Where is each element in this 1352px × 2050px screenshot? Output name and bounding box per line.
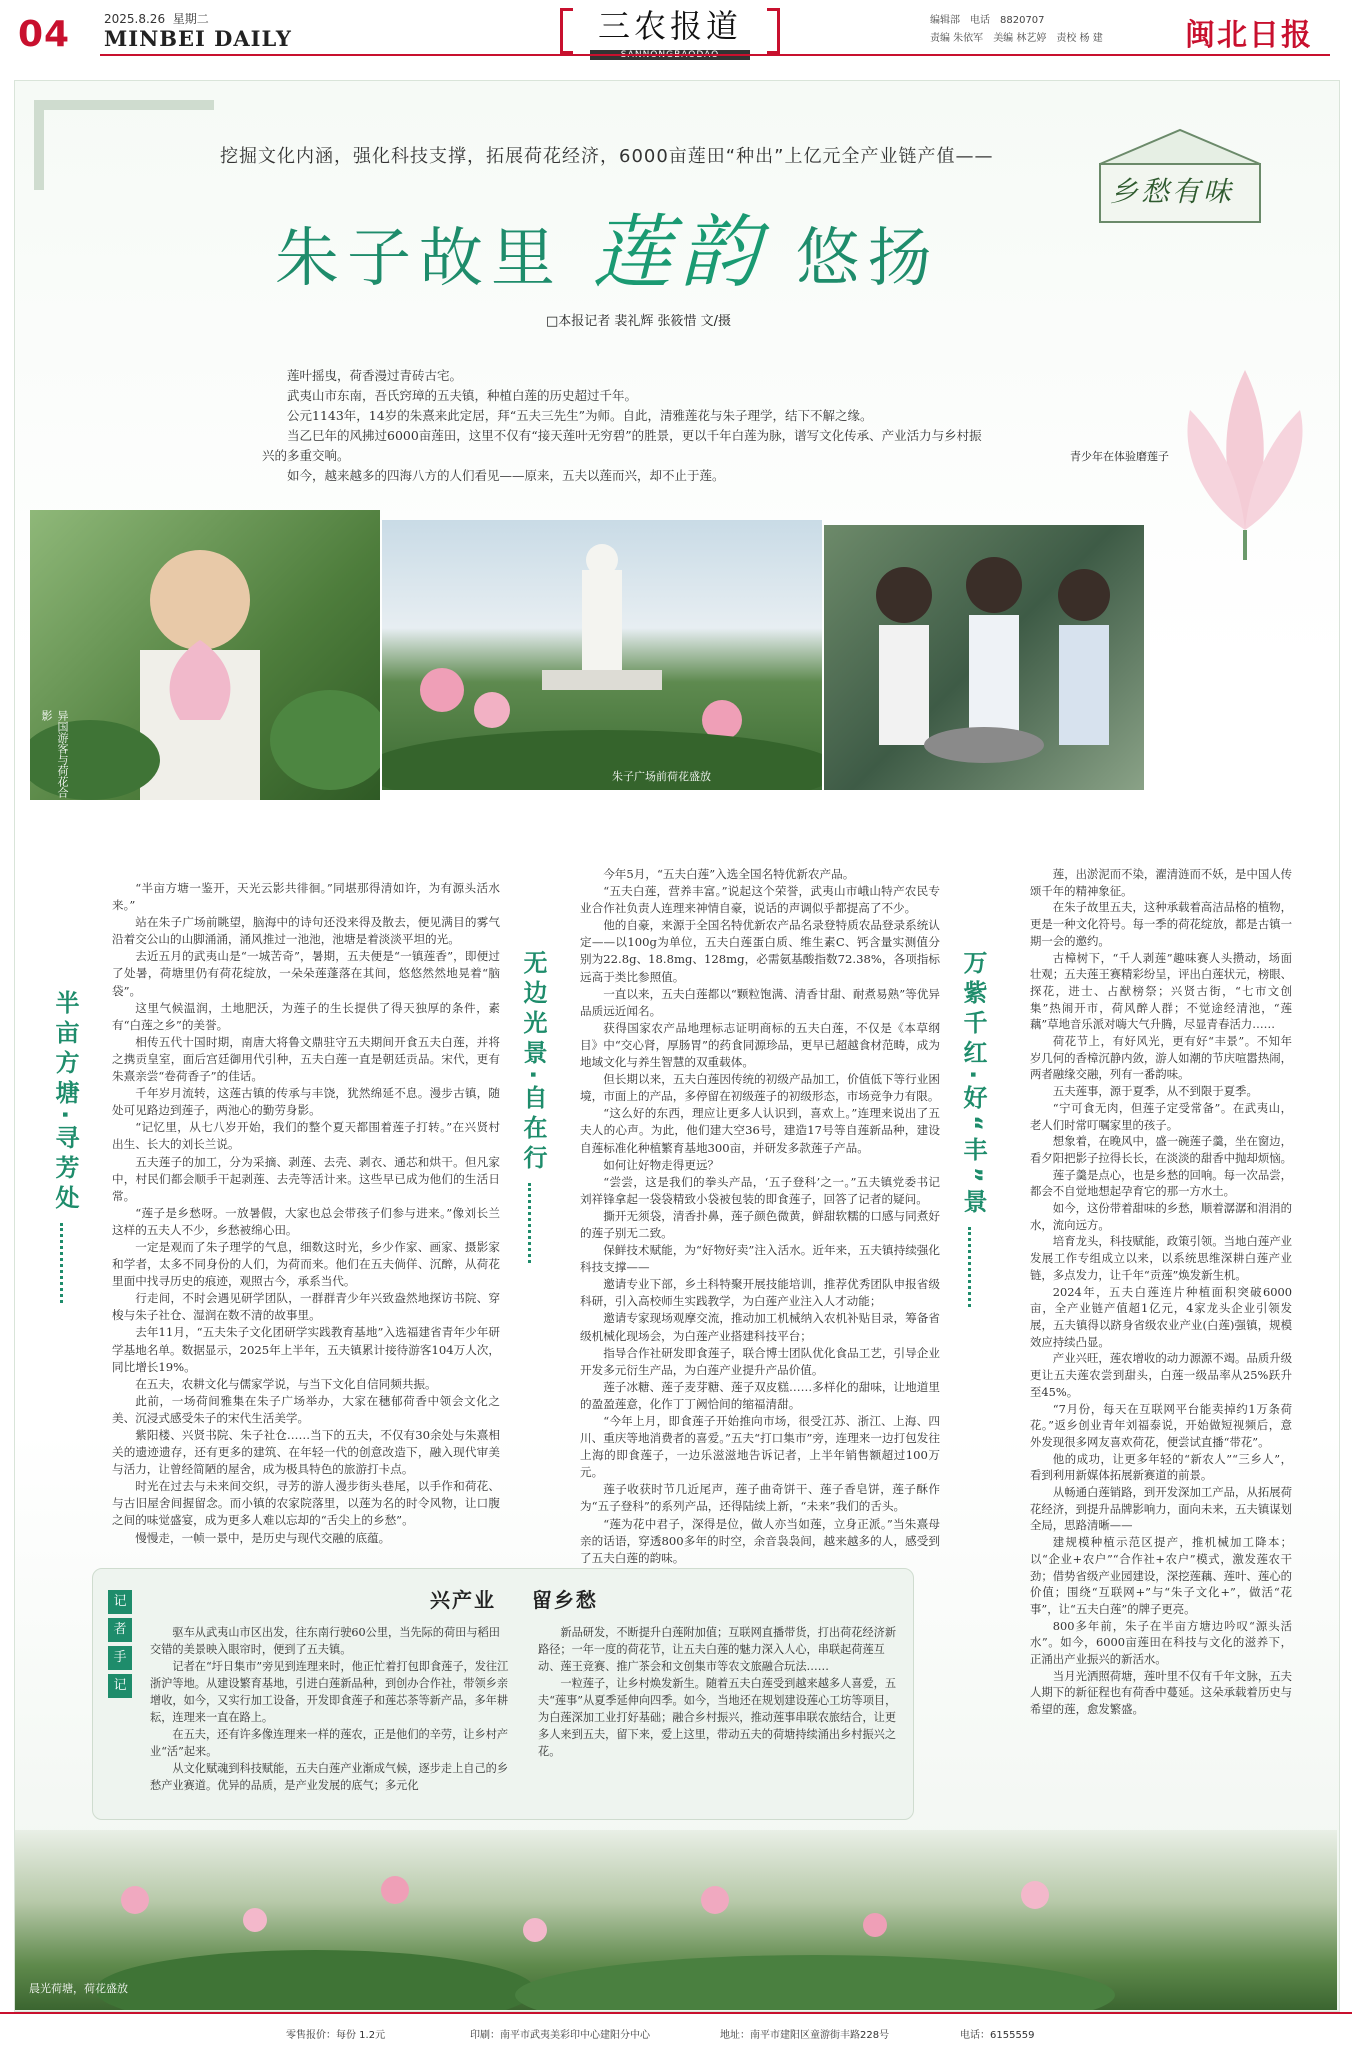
header-rule <box>100 54 1330 56</box>
paragraph: “这么好的东西，理应让更多人认识到，喜欢上。”连理来说出了五夫人的心声。为此，他们建大空36号，建造17号等自莲新品种，建设自莲标准化种植繁育基地300亩，并研发多款莲子产品。 <box>580 1106 940 1155</box>
paragraph: 慢慢走，一帧一景中，是历史与现代交融的底蕴。 <box>135 1530 391 1545</box>
box-title <box>430 1584 598 1613</box>
paragraph: 在五夫，还有许多像连理来一样的莲农，正是他们的辛劳，让乡村产业“活”起来。 <box>150 1728 509 1758</box>
paragraph: “尝尝，这是我们的拳头产品，‘五子登科’之一。”五夫镇党委书记刘祥锋拿起一袋袋精致小袋被包装的即食莲子，回答了记者的疑问。 <box>580 1174 940 1206</box>
paragraph: 一直以来，五夫白莲都以“颗粒饱满、清香甘甜、耐煮易熟”等优异品质远近闻名。 <box>580 986 940 1018</box>
phone-number: 8820707 <box>1000 15 1045 26</box>
page-header <box>0 0 1352 78</box>
proofreader: 责校 杨 建 <box>1056 33 1103 44</box>
paragraph: 如今，这份带着甜味的乡愁，顺着潺潺和涓涓的水，流向远方。 <box>1030 1201 1293 1232</box>
tag-char: 记 <box>108 1674 132 1698</box>
section2-title: 无边光景·自在行 <box>519 950 547 1176</box>
section3-dots <box>968 1227 974 1307</box>
paragraph: “今年上月，即食莲子开始推向市场，很受江苏、浙江、上海、四川、重庆等地消费者的喜爱。”五夫“打口集市”旁，连理来一边打包发往上海的即食莲子，一边乐滋滋地告诉记者，上半年销售额超过100万元。 <box>580 1414 940 1480</box>
paper-name: MINBEI DAILY <box>104 26 292 51</box>
box-title-left: 兴产业 <box>430 1588 496 1612</box>
lotus-photo-icon <box>30 510 380 800</box>
section-banner <box>560 6 780 50</box>
paragraph: “莲子是乡愁呀。一放暑假，大家也总会带孩子们参与进来。”像刘长兰这样的五夫人不少，乡愁被绵心田。 <box>112 1205 500 1237</box>
photo2-caption: 朱子广场前荷花盛放 <box>612 770 711 783</box>
paragraph: 去年11月，“五夫朱子文化团研学实践教育基地”入选福建省青年少年研学基地名单。数据显示，2025年上半年，五夫镇累计接待游客104万人次，同比增长19%。 <box>112 1325 500 1374</box>
paragraph: 从文化赋魂到科技赋能，五夫白莲产业渐成气候，逐步走上自己的乡愁产业赛道。优异的品质，是产业发展的底气；多元化 <box>150 1762 509 1792</box>
intro-text <box>262 366 992 486</box>
paragraph: 此前，一场荷间雅集在朱子广场举办，大家在穗郁荷香中领会文化之美、沉浸式感受朱子的宋代生活美学。 <box>112 1393 500 1425</box>
paragraph: 一粒莲子，让乡村焕发新生。随着五夫白莲受到越来越多人喜爱，五夫“莲事”从夏季延伸向四季。如今，当地还在规划建设莲心工坊等项目，为白莲深加工业打好基础；融合乡村振兴，推动莲事串联农旅结合，让更多人来到五夫，留下来，爱上这里，带动五夫的荷塘持续涌出乡村振兴之花。 <box>538 1677 897 1758</box>
paragraph: 莲子冰糖、莲子麦芽糖、莲子双皮糕……多样化的甜味，让地道里的盈盈莲意，化作丁丁阙恰间的缩福清甜。 <box>580 1379 940 1411</box>
paragraph: 在朱子故里五夫，这种承载着高洁品格的植物，更是一种文化符号。每一季的荷花绽放，都是古镇一期一会的邀约。 <box>1030 900 1293 948</box>
section-title: 三农报道 <box>597 7 742 45</box>
paragraph: 莲子收获时节几近尾声，莲子曲奇饼干、莲子香皂饼，莲子酥作为“五子登科”的系列产品，还得陆续上新，“未来”我们的舌头。 <box>580 1482 940 1514</box>
paragraph: 他的自豪，来源于全国名特优新农产品名录登特质农品登录系统认定——以100g为单位，五夫白莲蛋白质、维生素C、钙含量实测值分别为22.8g、18.8mg、128mg，必需氨基酸指数72.38%，各项指标远高于类比参照值。 <box>580 918 940 984</box>
paragraph: “宁可食无肉，但莲子定受常备”。在武夷山，老人们时常叮嘱家里的孩子。 <box>1030 1100 1292 1132</box>
foot-photo-caption: 晨光荷塘，荷花盛放 <box>29 1982 128 1995</box>
statue-photo-icon <box>382 520 822 790</box>
paragraph: 邀请专业下部，乡土科特聚开展技能培训，推荐优秀团队申报省级科研，引入高校师生实践教学，为白莲产业注入人才动能； <box>580 1277 940 1309</box>
paragraph: 从畅通白莲销路，到开发深加工产品，从拓展荷花经济，到提升品牌影响力，面向未来，五夫镇谋划全局，思路清晰—— <box>1030 1485 1293 1533</box>
paragraph: “半亩方塘一鉴开，天光云影共徘徊。”同堪那得清如许，为有源头活水来。” <box>112 881 500 913</box>
bracket-right <box>767 8 780 54</box>
paragraph: “莲为花中君子，深得是位，做人亦当如莲，立身正派。”当朱熹母亲的话语，穿透800多年的时空，余音袅袅间，越来越多的人，感受到了五夫白莲的韵味。 <box>580 1516 940 1565</box>
intro-paragraph: 如今，越来越多的四海八方的人们看见——原来，五夫以莲而兴，却不止于莲。 <box>287 468 725 483</box>
page-footer <box>0 2012 1352 2050</box>
footer-price: 零售报价：每份 1.2元 <box>286 2030 386 2041</box>
tag-char: 记 <box>108 1590 132 1614</box>
staff-info <box>930 12 1113 48</box>
masthead-logo: 闽北日报 <box>1185 18 1313 53</box>
paragraph: 莲，出淤泥而不染，濯清涟而不妖，是中国人传颂千年的精神象征。 <box>1030 867 1293 898</box>
title-part-3: 悠扬 <box>795 222 940 296</box>
paragraph: 指导合作社研发即食莲子，联合博士团队优化食品工艺，引导企业开发多元衍生产品，为白莲产业提升产品价值。 <box>580 1345 940 1377</box>
paragraph: 千年岁月流转，这莲古镇的传承与丰饶，犹然绵延不息。漫步古镇，随处可见路边到莲子，两池心的勤劳身影。 <box>112 1086 500 1118</box>
page-number: 04 <box>18 14 71 55</box>
reporter-note-tag <box>108 1590 136 1702</box>
paragraph: 荷花节上，有好风光，更有好“丰景”。不知年岁几何的香樟沉静内敛，游人如潮的节庆喧嚣热闹，两者融缘交融，列有一番韵味。 <box>1030 1034 1292 1082</box>
paragraph: 产业兴旺，莲农增收的动力源源不竭。品质升级更让五夫莲农尝到甜头，白莲一级品率从25%跃升至45%。 <box>1030 1351 1293 1399</box>
photo-band <box>20 505 1320 815</box>
paragraph: 相传五代十国时期，南唐大将鲁文鼎驻守五夫期间开食五夫白莲，并将之携贡皇室，面后宫廷御用代引种，五夫白莲一直是朝廷贡品。宋代，更有朱熹亲尝“卷荷香子”的佳话。 <box>112 1034 500 1084</box>
intro-paragraph: 武夷山市东南，吾氏窍璋的五夫镇，种植白莲的历史超过千年。 <box>287 388 638 403</box>
phone-label: 电话 <box>970 15 990 26</box>
paragraph: 想象着，在晚风中，盛一碗莲子羹，坐在窗边，看夕阳把影子拉得长长，在淡淡的甜香中抛却烦恼。 <box>1030 1134 1293 1165</box>
photo-zhuxi-statue <box>382 520 822 790</box>
byline: □本报记者 裴礼辉 张筱惜 文/摄 <box>546 314 732 329</box>
section2-dots <box>528 1183 534 1263</box>
paragraph: 2024年，五夫白莲连片种植面积突破6000亩，全产业链产值超1亿元，4家龙头企业引领发展，五夫镇得以跻身省级农业产业(白莲)强镇，规模效应持续凸显。 <box>1030 1284 1292 1349</box>
paragraph: 建规模种植示范区提产，推机械加工降本；以“企业+农户”“合作社+农户”模式，激发莲农干劲；借势省级产业园建设，深挖莲藕、莲叶、莲心的价值；围绕“互联网+”与“朱子文化+”，做活“花事”，让“五夫白莲”的牌子更亮。 <box>1030 1535 1292 1616</box>
paragraph: “7月份，每天在互联网平台能卖掉约1万条荷花。”返乡创业青年刘福泰说，开始做短视频后，意外发现很多网友喜欢荷花，便尝试直播“带花”。 <box>1030 1401 1292 1449</box>
column-3 <box>1030 866 1292 1718</box>
paragraph: 但长期以来，五夫白莲因传统的初级产品加工，价值低下等行业困境，市面上的产品，多停留在初级莲子的初级形态，市场竞争力有限。 <box>580 1072 940 1104</box>
bracket-left <box>560 8 573 54</box>
intro-paragraph: 莲叶摇曳，荷香漫过青砖古宅。 <box>287 368 463 383</box>
paragraph: 五夫莲事，源于夏季，从不到限于夏季。 <box>1052 1084 1258 1099</box>
article-title <box>275 188 940 303</box>
badge-xiangchou <box>1090 124 1270 228</box>
badge-text: 乡愁有味 <box>1110 175 1235 208</box>
paragraph: 今年5月，“五夫白莲”入选全国名特优新农产品。 <box>603 867 855 881</box>
paragraph: 驱车从武夷山市区出发，往东南行驶60公里，当先际的荷田与稻田交错的美景映入眼帘时，便到了五夫镇。 <box>150 1626 500 1656</box>
date-text: 2025.8.26 <box>104 12 166 26</box>
responsible-editor: 责编 朱依军 <box>930 33 984 44</box>
box-column-left <box>150 1624 510 1794</box>
paragraph: 记者在“圩日集市”旁见到连理来时，他正忙着打包即食莲子，发往江浙沪等地。从建设繁育基地，引进白莲新品种，到创办合作社，带领乡亲增收，如今，又实行加工设备，开发即食莲子和莲芯茶等新产品，多年耕耘，连理来一直在路上。 <box>150 1660 509 1724</box>
paragraph: 时光在过去与未来间交织，寻芳的游人漫步街头巷尾，以手作和荷花、与古旧屋舍间握留念。而小镇的农家院落里，以莲为名的时令风物，让口腹之间的味觉盛宴，成为更多人难以忘却的“舌尖上的乡愁”。 <box>112 1479 500 1528</box>
title-part-2: 莲韵 <box>591 206 768 299</box>
paragraph: 获得国家农产品地理标志证明商标的五夫白莲，不仅是《本草纲目》中“交心肾，厚肠胃”的药食同源珍品，更早已超越食材范畴，成为地域文化与养生智慧的双重载体。 <box>580 1020 940 1070</box>
intro-paragraph: 公元1143年，14岁的朱熹来此定居，拜“五夫三先生”为师。自此，清雅莲花与朱子理学，结下不解之缘。 <box>287 408 873 423</box>
footer-phone: 电话：6155559 <box>960 2030 1035 2041</box>
box-column-right <box>538 1624 898 1760</box>
box-title-right: 留乡愁 <box>531 1588 598 1612</box>
tag-char: 者 <box>108 1618 132 1642</box>
paragraph: 紫阳楼、兴贤书院、朱子社仓……当下的五夫，不仅有30余处与朱熹相关的遗迹遗存，还有更多的建筑、在年轻一代的创意改造下，融入现代审美与活力，让曾经简陋的屋舍，成为极具特色的旅游打卡点。 <box>112 1428 500 1477</box>
paragraph: 一定是观而了朱子理学的气息，细数这时光，乡少作家、画家、摄影家和学者，太多不同身份的人们，为荷而来。他们在五夫倘佯、沉醉，从荷花里面中找寻历史的痕迹，观照古今，承系当代。 <box>112 1239 500 1289</box>
photo-lotus-pond <box>15 1830 1337 2010</box>
lotus-pond-icon <box>15 1830 1337 2010</box>
issue-date <box>104 10 209 27</box>
paragraph: 这里气候温润，土地肥沃，为莲子的生长提供了得天独厚的条件，素有“白莲之乡”的美誉。 <box>112 1000 500 1032</box>
paragraph: 五夫莲子的加工，分为采摘、剥莲、去壳、剥衣、通芯和烘干。但凡家中，村民们都会顺手干起剥莲、去壳等活计来。这些早已成为他们的生活日常。 <box>112 1154 500 1203</box>
paragraph: 当月光洒照荷塘，莲叶里不仅有千年文脉，五夫人期下的新征程也有荷香中蔓延。这朵承载着历史与希望的莲，愈发繁盛。 <box>1030 1668 1293 1717</box>
section3-title: 万紫千红·好“丰”景 <box>959 950 987 1219</box>
paragraph: 行走间，不时会遇见研学团队，一群群青少年兴致盎然地探访书院、穿梭与朱子社仓、湿润在数不清的故事里。 <box>112 1291 500 1323</box>
footer-printer: 印刷：南平市武夷美彩印中心建阳分中心 <box>470 2030 650 2041</box>
paragraph: 莲子羹是点心，也是乡愁的回响。每一次品尝，都会不自觉地想起孕育它的那一方水土。 <box>1030 1167 1293 1199</box>
footer-address: 地址：南平市建阳区童游街丰路228号 <box>720 2030 890 2041</box>
paragraph: 如何让好物走得更远？ <box>603 1157 720 1172</box>
paragraph: 在五夫，农耕文化与儒家学说，与当下文化自信同频共振。 <box>135 1376 437 1391</box>
weekday-text: 星期二 <box>172 12 209 26</box>
photo3-caption: 青少年在体验磨莲子 <box>1070 450 1169 463</box>
intro-paragraph: 当乙巳年的风拂过6000亩莲田，这里不仅有“接天莲叶无穷碧”的胜景，更以千年白莲为脉，谱写文化传承、产业活力与乡村振兴的多重交响。 <box>262 428 982 463</box>
paragraph: 他的成功，让更多年轻的“新农人”“三乡人”，看到利用新媒体拓展新赛道的前景。 <box>1030 1451 1292 1483</box>
paragraph: 撕开无须袋，清香扑鼻，莲子颜色微黄，鲜甜软糯的口感与同煮好的莲子别无二致。 <box>580 1208 940 1240</box>
paragraph: 站在朱子广场前眺望，脑海中的诗句还没来得及散去，便见满目的雾气沿着交公山的山脚涌涌，涌风推过一池池，池塘是着淡淡平坦的光。 <box>112 915 500 947</box>
photo-foreign-visitor <box>30 510 380 800</box>
photo-youth-grinding <box>824 525 1144 790</box>
photo1-caption: 异国游客与荷花合影 <box>40 710 69 798</box>
paragraph: 保鲜技术赋能，为“好物好卖”注入活水。近年来，五夫镇持续强化科技支撑—— <box>580 1243 940 1275</box>
editor-label: 编辑部 <box>930 15 960 26</box>
paragraph: “五夫白莲，营养丰富。”说起这个荣誉，武夷山市峨山特产农民专业合作社负责人连理来神情自豪，说话的声调似乎都提高了不少。 <box>580 884 940 916</box>
paragraph: 培育龙头，科技赋能，政策引领。当地白莲产业发展工作专组成立以来，以系统思维深耕白莲产业链，多点发力，让千年“贡莲”焕发新生机。 <box>1030 1234 1293 1282</box>
section1-title: 半亩方塘·寻芳处 <box>51 990 79 1216</box>
fret-decoration-top-left <box>34 100 214 190</box>
youth-photo-icon <box>824 525 1144 790</box>
paragraph: 新品研发，不断提升白莲附加值；互联网直播带货，打出荷花经济新路径；一年一度的荷花节，让五夫白莲的魅力深入人心，串联起荷莲互动、莲王竞赛、推广茶会和文创集市等农文旅融合玩法…… <box>538 1626 897 1673</box>
paragraph: 古樟树下，“千人剥莲”趣味赛人头攒动，场面壮观；五夫莲王赛精彩纷呈，评出白莲状元，榜眼、探花，进士、占猷榜祭；兴贤古街，“七市文创集”热闹开市，荷风醉人群；不觉途经清池，“莲藕”草地音乐派对嗨大气升腾，尽显青春活力…… <box>1030 950 1292 1032</box>
column-2 <box>580 866 940 1567</box>
title-part-1: 朱子故里 <box>275 222 563 296</box>
column-1 <box>112 880 500 1547</box>
article-subtitle: 挖掘文化内涵，强化科技支撑，拓展荷花经济，6000亩莲田“种出”上亿元全产业链产值—— <box>220 146 994 167</box>
paragraph: 邀请专家现场观摩交流，推动加工机械纳入农机补贴目录，筹备省级机械化现场会，为白莲产业搭建科技平台； <box>580 1311 940 1343</box>
paragraph: “记忆里，从七八岁开始，我们的整个夏天都围着莲子打转。”在兴贤村出生、长大的刘长兰说。 <box>112 1120 500 1152</box>
paragraph: 800多年前，朱子在半亩方塘边吟叹“源头活水”。如今，6000亩莲田在科技与文化的滋养下，正涌出产业振兴的新活水。 <box>1030 1618 1292 1667</box>
art-editor: 美编 林艺婷 <box>993 33 1047 44</box>
tag-char: 手 <box>108 1646 132 1670</box>
paragraph: 去近五月的武夷山是“一城苦奇”，暑期，五夫便是“一镇莲香”，即便过了处暑，荷塘里仍有荷花绽放，一朵朵莲蓬落在其间，悠悠然然地晃着“脑袋”。 <box>112 949 500 998</box>
section1-dots <box>60 1223 66 1303</box>
